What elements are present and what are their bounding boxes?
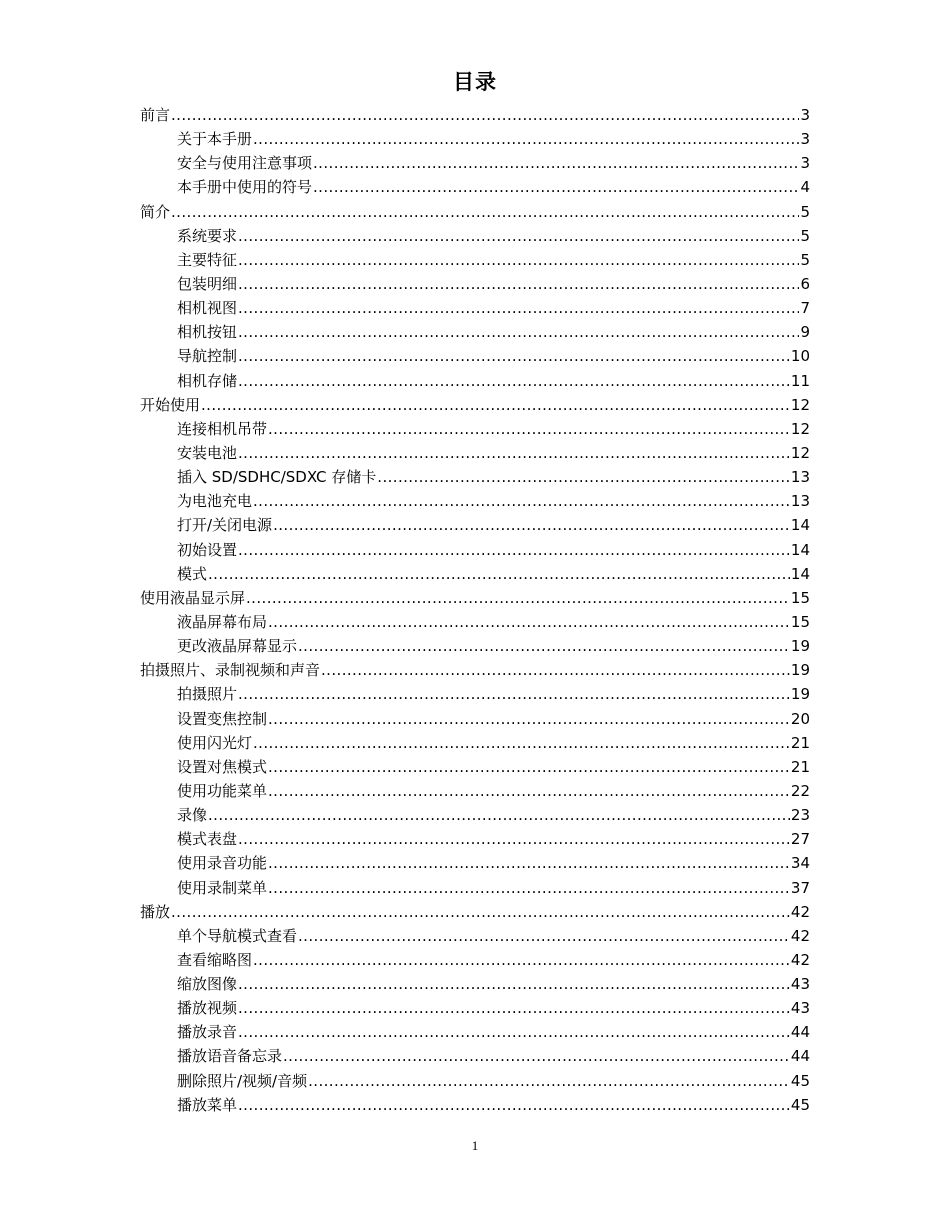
toc-entry-page: 12	[790, 419, 810, 438]
toc-entry-label: 单个导航模式查看	[177, 926, 298, 945]
dot-leader	[246, 586, 790, 610]
toc-entry-page: 19	[790, 685, 810, 704]
table-of-contents	[140, 103, 810, 1117]
toc-entry-label: 打开/关闭电源	[177, 516, 273, 535]
dot-leader	[238, 827, 790, 851]
dot-leader	[268, 755, 790, 779]
toc-entry[interactable]	[140, 393, 810, 417]
toc-entry-page: 37	[790, 878, 810, 897]
toc-subentry[interactable]	[140, 1093, 810, 1117]
toc-subentry[interactable]	[140, 972, 810, 996]
toc-entry-page: 43	[790, 999, 810, 1018]
dot-leader	[171, 900, 790, 924]
toc-entry-page: 19	[790, 661, 810, 680]
dot-leader	[238, 369, 790, 393]
toc-entry-page: 12	[790, 395, 810, 414]
toc-subentry[interactable]	[140, 1069, 810, 1093]
dot-leader	[268, 707, 790, 731]
dot-leader	[313, 151, 799, 175]
dot-leader	[377, 465, 790, 489]
dot-leader	[171, 103, 799, 127]
toc-entry-page: 14	[790, 516, 810, 535]
toc-entry-label: 更改液晶屏幕显示	[177, 637, 298, 656]
toc-subentry[interactable]	[140, 151, 810, 175]
toc-entry-page: 4	[800, 178, 810, 197]
toc-entry-page: 42	[790, 902, 810, 921]
toc-subentry[interactable]	[140, 562, 810, 586]
toc-entry-label: 系统要求	[177, 226, 238, 245]
toc-entry-label: 连接相机吊带	[177, 419, 268, 438]
toc-subentry[interactable]	[140, 320, 810, 344]
toc-subentry[interactable]	[140, 441, 810, 465]
toc-entry-label: 使用录制菜单	[177, 878, 268, 897]
toc-entry-label: 使用液晶显示屏	[140, 588, 246, 607]
toc-subentry[interactable]	[140, 417, 810, 441]
toc-entry-label: 插入 SD/SDHC/SDXC 存储卡	[177, 468, 377, 487]
toc-entry[interactable]	[140, 900, 810, 924]
toc-entry-page: 14	[790, 564, 810, 583]
toc-entry-page: 6	[800, 274, 810, 293]
dot-leader	[208, 562, 790, 586]
toc-subentry[interactable]	[140, 344, 810, 368]
toc-entry-page: 3	[800, 106, 810, 124]
toc-entry-label: 开始使用	[140, 395, 201, 414]
toc-entry-label: 初始设置	[177, 540, 238, 559]
toc-entry-page: 19	[790, 637, 810, 656]
toc-entry-page: 34	[790, 854, 810, 873]
dot-leader	[308, 1069, 790, 1093]
toc-entry-page: 11	[790, 371, 810, 390]
dot-leader	[238, 972, 790, 996]
dot-leader	[321, 658, 790, 682]
toc-entry-page: 21	[790, 757, 810, 776]
dot-leader	[283, 1044, 790, 1068]
dot-leader	[268, 851, 790, 875]
dot-leader	[238, 441, 790, 465]
toc-entry-label: 设置变焦控制	[177, 709, 268, 728]
dot-leader	[238, 296, 799, 320]
toc-entry[interactable]	[140, 103, 810, 127]
toc-entry-page: 3	[800, 154, 810, 173]
toc-subentry[interactable]	[140, 634, 810, 658]
dot-leader	[208, 803, 790, 827]
toc-subentry[interactable]	[140, 731, 810, 755]
toc-entry-label: 缩放图像	[177, 975, 238, 994]
dot-leader	[171, 200, 799, 224]
toc-subentry[interactable]	[140, 272, 810, 296]
toc-entry-label: 导航控制	[177, 347, 238, 366]
dot-leader	[268, 876, 790, 900]
toc-entry-label: 本手册中使用的符号	[177, 178, 313, 197]
toc-subentry[interactable]	[140, 296, 810, 320]
toc-subentry[interactable]	[140, 369, 810, 393]
toc-subentry[interactable]	[140, 513, 810, 537]
toc-entry-page: 22	[790, 781, 810, 800]
toc-entry-page: 5	[800, 202, 810, 221]
dot-leader	[273, 513, 790, 537]
toc-subentry[interactable]	[140, 948, 810, 972]
toc-entry-label: 包装明细	[177, 274, 238, 293]
toc-title: 目录	[453, 70, 497, 94]
toc-entry-page: 20	[790, 709, 810, 728]
dot-leader	[238, 224, 799, 248]
toc-entry-page: 13	[790, 468, 810, 487]
dot-leader	[268, 779, 790, 803]
dot-leader	[253, 489, 790, 513]
toc-subentry[interactable]	[140, 924, 810, 948]
toc-entry-label: 相机存储	[177, 371, 238, 390]
toc-entry-label: 安装电池	[177, 443, 238, 462]
dot-leader	[201, 393, 790, 417]
toc-entry-label: 为电池充电	[177, 492, 253, 511]
dot-leader	[313, 175, 799, 199]
toc-entry-label: 播放语音备忘录	[177, 1047, 283, 1066]
toc-entry-label: 相机视图	[177, 299, 238, 318]
toc-entry-label: 删除照片/视频/音频	[177, 1071, 308, 1090]
toc-entry-label: 使用功能菜单	[177, 781, 268, 800]
toc-entry-label: 模式	[177, 564, 208, 583]
dot-leader	[238, 538, 790, 562]
toc-entry-label: 安全与使用注意事项	[177, 154, 313, 173]
toc-entry[interactable]	[140, 200, 810, 224]
toc-entry-page: 10	[790, 347, 810, 366]
toc-subentry[interactable]	[140, 1044, 810, 1068]
toc-entry-label: 液晶屏幕布局	[177, 612, 268, 631]
toc-subentry[interactable]	[140, 707, 810, 731]
toc-entry-label: 录像	[177, 806, 208, 825]
toc-subentry[interactable]	[140, 851, 810, 875]
toc-entry-page: 13	[790, 492, 810, 511]
dot-leader	[298, 634, 790, 658]
toc-entry-label: 使用录音功能	[177, 854, 268, 873]
toc-entry-label: 简介	[140, 202, 171, 221]
dot-leader	[238, 1093, 790, 1117]
toc-entry-label: 设置对焦模式	[177, 757, 268, 776]
toc-subentry[interactable]	[140, 779, 810, 803]
toc-subentry[interactable]	[140, 224, 810, 248]
toc-entry-label: 播放录音	[177, 1023, 238, 1042]
toc-entry-page: 21	[790, 733, 810, 752]
dot-leader	[253, 948, 790, 972]
toc-subentry[interactable]	[140, 610, 810, 634]
dot-leader	[268, 417, 790, 441]
toc-entry-label: 查看缩略图	[177, 950, 253, 969]
toc-entry-page: 3	[800, 130, 810, 149]
toc-entry-page: 5	[800, 250, 810, 269]
dot-leader	[238, 996, 790, 1020]
toc-entry-label: 模式表盘	[177, 830, 238, 849]
dot-leader	[238, 248, 799, 272]
toc-subentry[interactable]	[140, 489, 810, 513]
toc-subentry[interactable]	[140, 1020, 810, 1044]
toc-entry-label: 主要特征	[177, 250, 238, 269]
toc-entry-page: 42	[790, 926, 810, 945]
toc-entry-page: 15	[790, 588, 810, 607]
toc-entry-label: 拍摄照片、录制视频和声音	[140, 661, 321, 680]
toc-entry-page: 44	[790, 1047, 810, 1066]
toc-entry-page: 14	[790, 540, 810, 559]
dot-leader	[238, 682, 790, 706]
toc-subentry[interactable]	[140, 996, 810, 1020]
toc-subentry[interactable]	[140, 175, 810, 199]
toc-entry-label: 播放	[140, 902, 171, 921]
toc-subentry[interactable]	[140, 803, 810, 827]
toc-entry-label: 使用闪光灯	[177, 733, 253, 752]
toc-entry-page: 12	[790, 443, 810, 462]
toc-entry-page: 45	[790, 1071, 810, 1090]
toc-entry-page: 9	[800, 323, 810, 342]
toc-entry-page: 7	[800, 299, 810, 318]
toc-entry[interactable]	[140, 586, 810, 610]
toc-entry-page: 23	[790, 806, 810, 825]
dot-leader	[238, 344, 790, 368]
dot-leader	[253, 731, 790, 755]
toc-entry-page: 43	[790, 975, 810, 994]
dot-leader	[238, 272, 799, 296]
toc-entry-page: 45	[790, 1095, 810, 1114]
toc-subentry[interactable]	[140, 127, 810, 151]
toc-subentry[interactable]	[140, 827, 810, 851]
toc-entry-label: 前言	[140, 106, 171, 124]
toc-subentry[interactable]	[140, 876, 810, 900]
toc-entry-label: 拍摄照片	[177, 685, 238, 704]
toc-entry[interactable]	[140, 658, 810, 682]
toc-entry-label: 相机按钮	[177, 323, 238, 342]
toc-entry-page: 5	[800, 226, 810, 245]
toc-entry-page: 42	[790, 950, 810, 969]
toc-entry-page: 44	[790, 1023, 810, 1042]
page-number: 1	[471, 1138, 479, 1153]
toc-entry-page: 15	[790, 612, 810, 631]
toc-subentry[interactable]	[140, 248, 810, 272]
toc-entry-label: 播放视频	[177, 999, 238, 1018]
toc-subentry[interactable]	[140, 755, 810, 779]
toc-entry-label: 关于本手册	[177, 130, 253, 149]
toc-subentry[interactable]	[140, 538, 810, 562]
dot-leader	[238, 1020, 790, 1044]
toc-subentry[interactable]	[140, 682, 810, 706]
toc-entry-page: 27	[790, 830, 810, 849]
toc-entry-label: 播放菜单	[177, 1095, 238, 1114]
dot-leader	[268, 610, 790, 634]
toc-subentry[interactable]	[140, 465, 810, 489]
dot-leader	[298, 924, 790, 948]
dot-leader	[238, 320, 799, 344]
dot-leader	[253, 127, 799, 151]
